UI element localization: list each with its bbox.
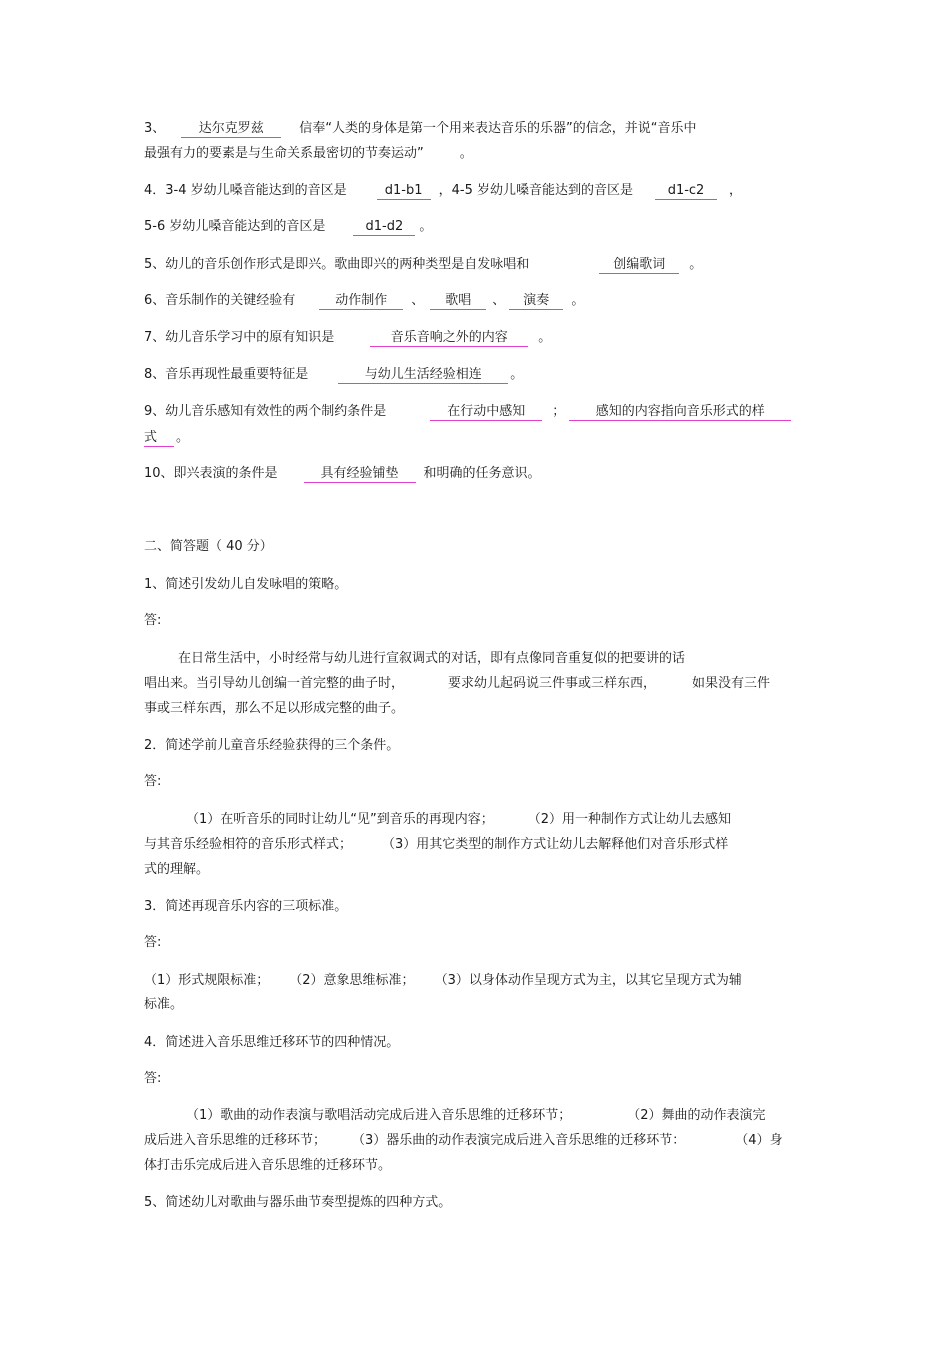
answer-4-line1: （1）歌曲的动作表演与歌唱活动完成后进入音乐思维的迁移环节； （2）舞曲的动作表演完: [186, 1108, 766, 1123]
answer-blank: d1-d2: [353, 219, 415, 236]
question-3: 3．简述再现音乐内容的三项标准。: [144, 899, 348, 914]
answer-blank: 创编歌词: [599, 257, 679, 274]
answer-blank: 具有经验铺垫: [304, 466, 416, 483]
answer-3-line1: （1）形式规限标准； （2）意象思维标准； （3）以身体动作呈现方式为主，以其它呈现方式为辅: [144, 973, 742, 988]
question-4: 4．简述进入音乐思维迁移环节的四种情况。: [144, 1035, 400, 1050]
answer-blank: 感知的内容指向音乐形式的样: [569, 404, 791, 421]
answer-label: 答:: [144, 613, 162, 628]
fill-q5: 5、幼儿的音乐创作形式是即兴。歌曲即兴的两种类型是自发咏唱和 创编歌词 。: [144, 257, 703, 272]
answer-blank: 演奏: [509, 293, 563, 310]
fill-q3-line1: 3、 达尔克罗兹 信奉“人类的身体是第一个用来表达音乐的乐器”的信念，并说“音乐中: [144, 121, 697, 136]
answer-blank: 音乐音响之外的内容: [370, 330, 528, 347]
answer-label: 答:: [144, 935, 162, 950]
fill-q9-line1: 9、幼儿音乐感知有效性的两个制约条件是 在行动中感知 ； 感知的内容指向音乐形式的样: [144, 404, 791, 421]
answer-blank: d1-c2: [655, 183, 717, 200]
section-title: 二、简答题（ 40 分）: [144, 539, 273, 554]
answer-4-line3: 体打击乐完成后进入音乐思维的迁移环节。: [144, 1158, 392, 1173]
fill-q3-line2: 最强有力的要素是与生命关系最密切的节奏运动” 。: [144, 146, 473, 161]
answer-blank: 与幼儿生活经验相连: [338, 367, 508, 384]
answer-blank: 歌唱: [430, 293, 486, 310]
answer-2-line1: （1）在听音乐的同时让幼儿“见”到音乐的再现内容； （2）用一种制作方式让幼儿去感知: [186, 812, 732, 827]
fill-q4-line1: 4．3-4 岁幼儿嗓音能达到的音区是 d1-b1 ，4-5 岁幼儿嗓音能达到的音区是 d1-c2 ，: [144, 183, 743, 198]
answer-blank: 动作制作: [319, 293, 403, 310]
answer-2-line3: 式的理解。: [144, 862, 210, 877]
answer-2-line2: 与其音乐经验相符的音乐形式样式； （3）用其它类型的制作方式让幼儿去解释他们对音乐形式样: [144, 837, 729, 852]
fill-q4-line2: 5-6 岁幼儿嗓音能达到的音区是 d1-d2 。: [144, 219, 433, 234]
question-5: 5、简述幼儿对歌曲与器乐曲节奏型提炼的四种方式。: [144, 1195, 452, 1210]
answer-blank: d1-b1: [377, 183, 431, 200]
answer-1-line1: 在日常生活中，小时经常与幼儿进行宣叙调式的对话，即有点像同音重复似的把要讲的话: [178, 651, 686, 666]
answer-blank: 式: [144, 430, 174, 447]
fill-q8: 8、音乐再现性最重要特征是 与幼儿生活经验相连 。: [144, 367, 524, 382]
answer-label: 答:: [144, 1071, 162, 1086]
answer-4-line2: 成后进入音乐思维的迁移环节； （3）器乐曲的动作表演完成后进入音乐思维的迁移环节： （4）身: [144, 1133, 783, 1148]
answer-blank: 达尔克罗兹: [181, 121, 281, 138]
answer-blank: 在行动中感知: [430, 404, 542, 421]
question-2: 2．简述学前儿童音乐经验获得的三个条件。: [144, 738, 400, 753]
fill-q10: 10、即兴表演的条件是 具有经验铺垫 和明确的任务意识。: [144, 466, 541, 481]
fill-q7: 7、幼儿音乐学习中的原有知识是 音乐音响之外的内容 。: [144, 330, 552, 345]
answer-1-line3: 事或三样东西，那么不足以形成完整的曲子。: [144, 701, 405, 716]
fill-q9-line2: 式 。: [144, 430, 190, 445]
fill-q6: 6、音乐制作的关键经验有 动作制作 、 歌唱 、 演奏 。: [144, 293, 585, 308]
answer-label: 答:: [144, 774, 162, 789]
answer-1-line2: 唱出来。当引导幼儿创编一首完整的曲子时， 要求幼儿起码说三件事或三样东西， 如果没有三件: [144, 676, 771, 691]
answer-3-line2: 标准。: [144, 997, 184, 1012]
question-1: 1、简述引发幼儿自发咏唱的策略。: [144, 577, 348, 592]
